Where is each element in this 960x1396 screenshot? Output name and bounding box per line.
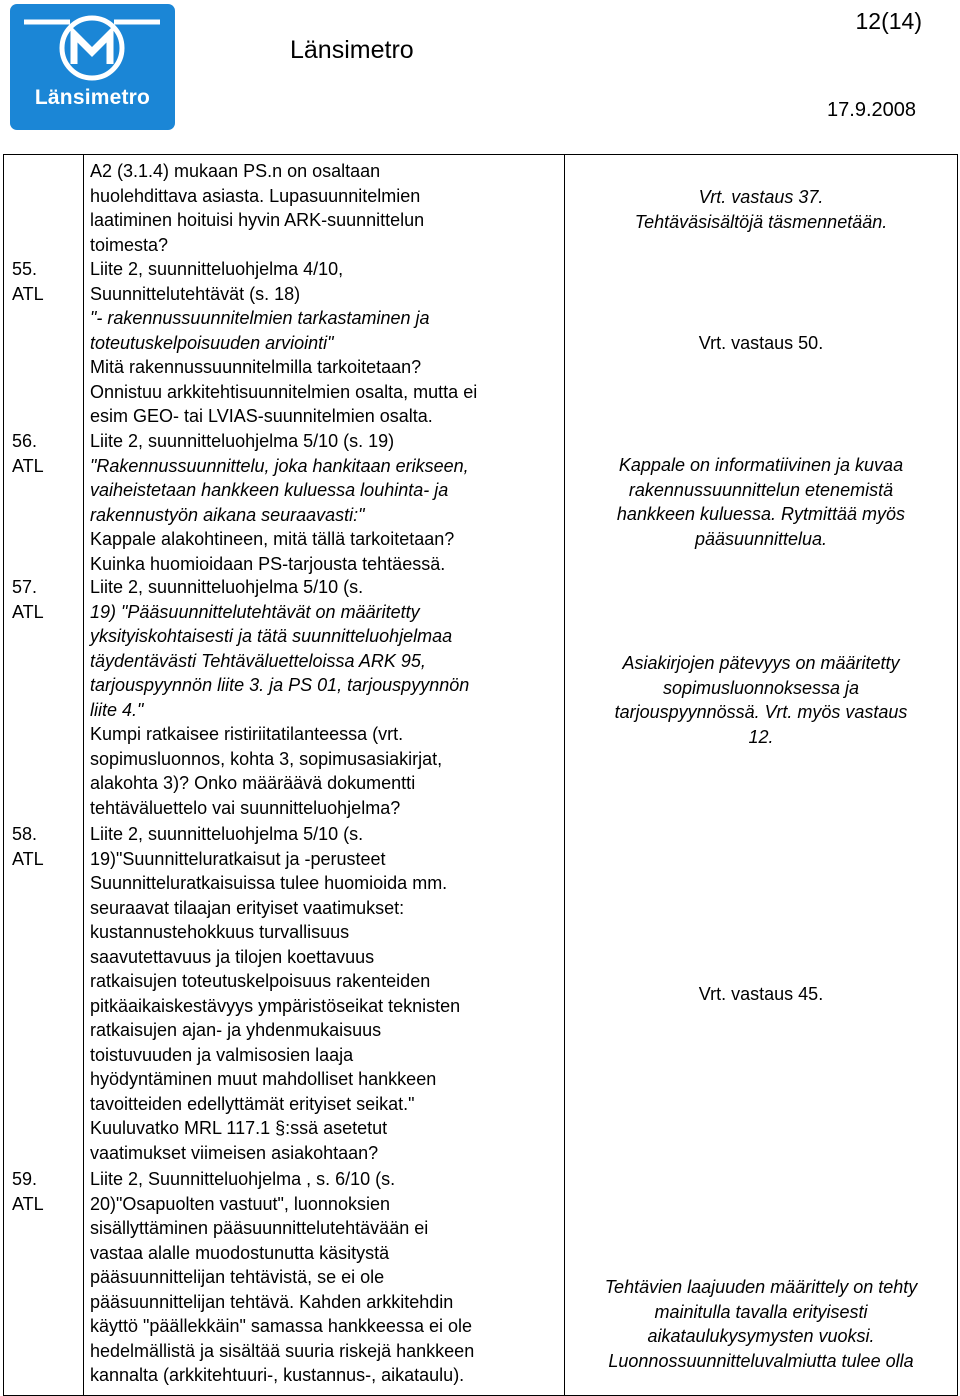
- page-number: 12(14): [855, 8, 922, 34]
- question-text-line: esim GEO- tai LVIAS-suunnitelmien osalta.: [90, 406, 433, 426]
- question-text-line: tehtäväluettelo vai suunnitteluohjelma?: [90, 797, 401, 818]
- question-text-line: Liite 2, Suunnitteluohjelma , s. 6/10 (s.: [90, 1169, 396, 1189]
- question-text-line: Liite 2, suunnitteluohjelma 5/10 (s. 19): [90, 431, 395, 451]
- answer-text-line: mainitulla tavalla erityisesti: [654, 1301, 868, 1322]
- answer-text-line: tarjouspyynnössä. Vrt. myös vastaus: [614, 702, 908, 722]
- row-tag: ATL: [12, 283, 44, 304]
- question-text-line: tarjouspyynnön liite 3. ja PS 01, tarjouspyynnön: [90, 675, 470, 695]
- question-text-line: 19)"Suunnitteluratkaisut ja -perusteet: [90, 848, 386, 869]
- question-text-line: saavutettavuus ja tilojen koettavuus: [90, 946, 375, 967]
- answer-text-line: hankkeen kuluessa. Rytmittää myös: [616, 504, 906, 524]
- question-text-line: alakohta 3)? Onko määräävä dokumentti: [90, 773, 416, 793]
- question-text-line: pääsuunnittelijan tehtävä. Kahden arkkitehdin: [90, 1291, 454, 1312]
- question-text-line: Liite 2, suunnitteluohjelma 5/10 (s.: [90, 824, 364, 844]
- lansimetro-logo: [10, 4, 175, 130]
- question-text-line: ratkaisujen toteutuskelpoisuus rakenteiden: [90, 971, 431, 991]
- question-text-line: sopimusluonnos, kohta 3, sopimusasiakirjat,: [90, 748, 443, 769]
- question-text-line: Suunnitteluratkaisuissa tulee huomioida mm.: [90, 873, 448, 893]
- question-text-line: pitkäaikaiskestävyys ympäristöseikat teknisten: [90, 995, 461, 1016]
- metro-m-icon: [10, 4, 175, 84]
- question-text-line: A2 (3.1.4) mukaan PS.n on osaltaan: [90, 161, 381, 181]
- number-column: [4, 155, 84, 1396]
- question-text-line: pääsuunnittelijan tehtävistä, se ei ole: [90, 1267, 385, 1287]
- answer-text-line: Vrt. vastaus 45.: [698, 984, 824, 1004]
- row-number: 56.: [12, 431, 38, 451]
- question-text-line: "Rakennussuunnittelu, joka hankitaan erikseen,: [90, 455, 469, 476]
- question-text-line: käyttö "päällekkäin" samassa hankkeessa ei ole: [90, 1316, 472, 1336]
- question-text-line: laatiminen hoituisi hyvin ARK-suunnittelun: [90, 210, 425, 230]
- question-text-line: toistuvuuden ja valmisosien laaja: [90, 1044, 354, 1065]
- question-text-line: 20)"Osapuolten vastuut", luonnoksien: [90, 1193, 390, 1214]
- question-text-line: "- rakennussuunnitelmien tarkastaminen ja: [90, 308, 430, 328]
- question-text-line: 19) "Pääsuunnittelutehtävät on määritetty: [90, 601, 420, 622]
- answer-text-line: pääsuunnittelua.: [694, 528, 828, 549]
- question-text-line: hedelmällistä ja sisältää suuria riskejä hankkeen: [90, 1340, 475, 1361]
- answer-text-line: sopimusluonnoksessa ja: [662, 677, 860, 698]
- answer-text-line: Asiakirjojen pätevyys on määritetty: [622, 653, 900, 673]
- question-text-line: Suunnittelutehtävät (s. 18): [90, 283, 301, 304]
- row-number: 57.: [12, 577, 38, 597]
- question-column: [84, 155, 565, 1396]
- document-title: Länsimetro: [290, 36, 414, 64]
- question-text-line: Mitä rakennussuunnitelmilla tarkoitetaan?: [90, 357, 422, 377]
- row-number: 55.: [12, 259, 38, 279]
- question-text-line: vaiheistetaan hankkeen kuluessa louhinta- ja: [90, 480, 449, 500]
- question-text-line: rakennustyön aikana seuraavasti:": [90, 504, 365, 525]
- question-text-line: sisällyttäminen pääsuunnittelutehtävään ei: [90, 1218, 429, 1238]
- row-tag: ATL: [12, 601, 44, 622]
- document-date: 17.9.2008: [827, 99, 916, 121]
- answer-text-line: Tehtävien laajuuden määrittely on tehty: [604, 1277, 918, 1297]
- question-text-line: Kuuluvatko MRL 117.1 §:ssä asetetut: [90, 1118, 388, 1138]
- answer-text-line: Tehtäväsisältöjä täsmennetään.: [634, 211, 888, 232]
- answer-text-line: Luonnossuunnitteluvalmiutta tulee olla: [608, 1350, 914, 1371]
- answer-text-line: aikataulukysymysten vuoksi.: [647, 1326, 875, 1346]
- table-row: [4, 155, 958, 1396]
- question-text-line: hyödyntäminen muut mahdolliset hankkeen: [90, 1069, 437, 1089]
- question-text-line: liite 4.": [90, 699, 144, 720]
- question-text-line: Liite 2, suunnitteluohjelma 5/10 (s.: [90, 577, 364, 597]
- question-text-line: kustannustehokkuus turvallisuus: [90, 922, 350, 942]
- question-text-line: vaatimukset viimeisen asiakohtaan?: [90, 1142, 379, 1163]
- answer-text-line: Vrt. vastaus 50.: [698, 333, 824, 353]
- question-text-line: Liite 2, suunnitteluohjelma 4/10,: [90, 259, 344, 279]
- question-text-line: Kumpi ratkaisee ristiriitatilanteessa (vrt.: [90, 724, 404, 744]
- row-number: 58.: [12, 824, 38, 844]
- qa-table: [3, 154, 958, 1396]
- logo-wordmark: Länsimetro: [34, 86, 151, 109]
- question-text-line: seuraavat tilaajan erityiset vaatimukset:: [90, 897, 405, 918]
- question-text-line: Kappale alakohtineen, mitä tällä tarkoitetaan?: [90, 529, 455, 549]
- row-tag: ATL: [12, 455, 44, 476]
- answer-text-line: Vrt. vastaus 37.: [698, 187, 824, 207]
- question-text-line: vastaa alalle muodostunutta käsitystä: [90, 1242, 390, 1263]
- answer-text-line: 12.: [748, 726, 774, 747]
- question-text-line: kannalta (arkkitehtuuri-, kustannus-, aikataulu).: [90, 1365, 465, 1385]
- row-tag: ATL: [12, 848, 44, 869]
- row-number: 59.: [12, 1169, 38, 1189]
- question-text-line: Kuinka huomioidaan PS-tarjousta tehtäessä.: [90, 553, 446, 574]
- question-text-line: toimesta?: [90, 234, 169, 255]
- answer-column: [565, 155, 958, 1396]
- question-text-line: tavoitteiden edellyttämät erityiset seikat.": [90, 1093, 415, 1114]
- question-text-line: täydentävästi Tehtäväluetteloissa ARK 95,: [90, 650, 426, 671]
- row-tag: ATL: [12, 1193, 44, 1214]
- question-text-line: Onnistuu arkkitehtisuunnitelmien osalta, mutta ei: [90, 381, 478, 402]
- answer-text-line: Kappale on informatiivinen ja kuvaa: [618, 455, 904, 475]
- question-text-line: yksityiskohtaisesti ja tätä suunnitteluohjelmaa: [90, 626, 453, 646]
- question-text-line: toteutuskelpoisuuden arviointi": [90, 332, 334, 353]
- answer-text-line: rakennussuunnittelun etenemistä: [628, 479, 894, 500]
- question-text-line: huolehdittava asiasta. Lupasuunnitelmien: [90, 185, 421, 206]
- question-text-line: ratkaisujen ajan- ja yhdenmukaisuus: [90, 1020, 382, 1040]
